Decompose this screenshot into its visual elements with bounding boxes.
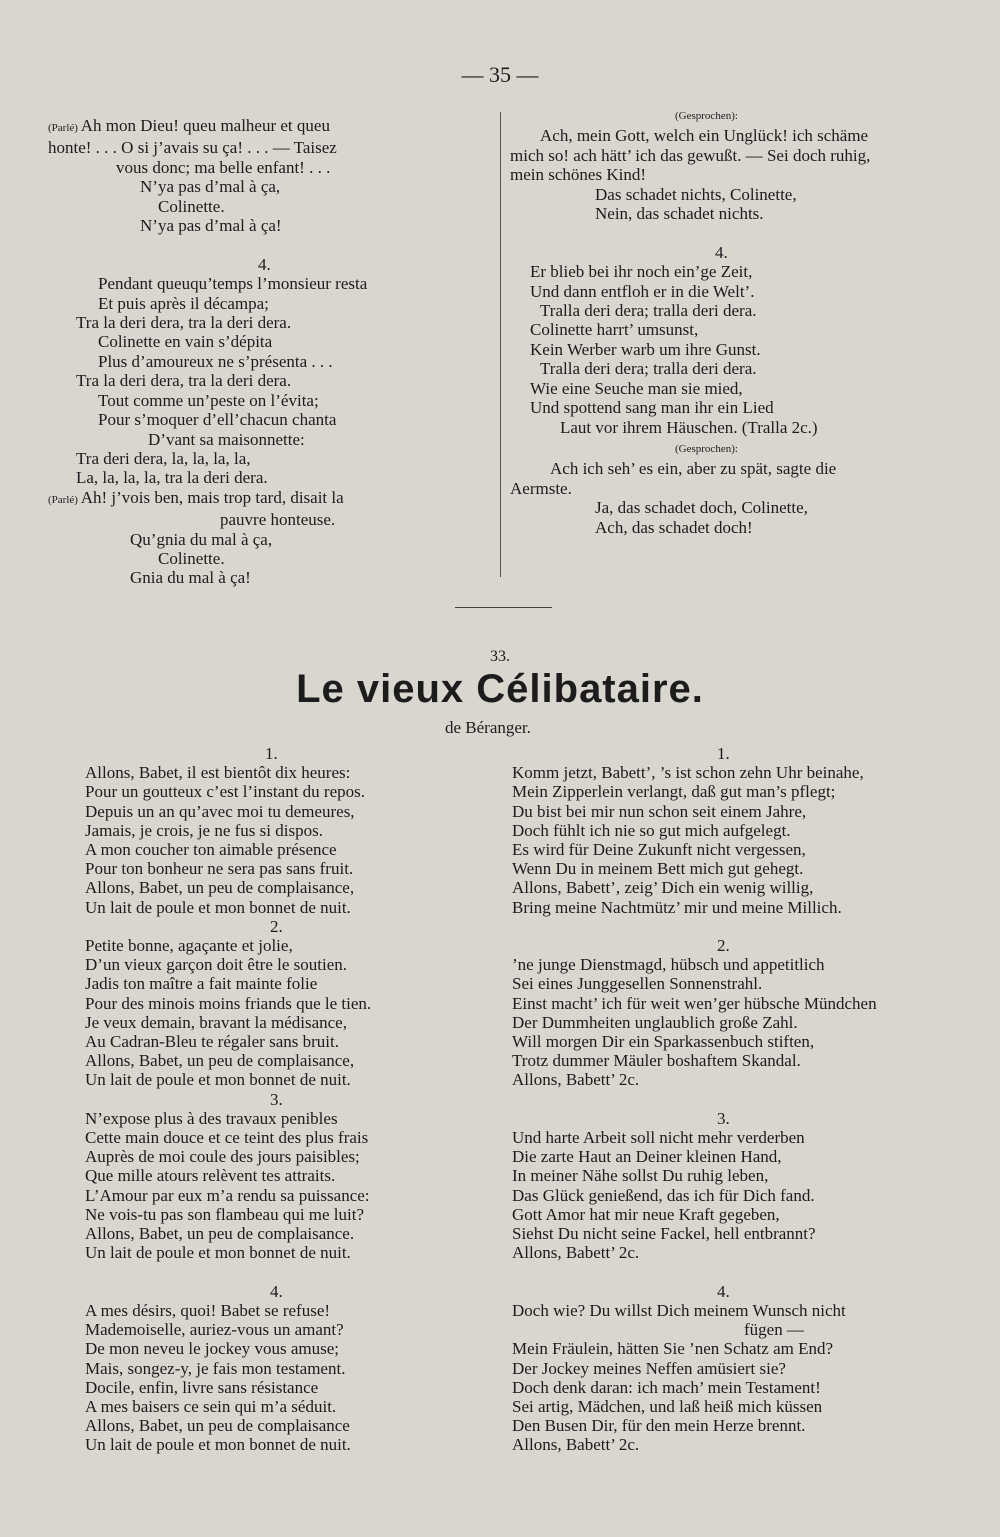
verse-text: Un lait de poule et mon bonnet de nuit. — [85, 897, 351, 917]
verse-line — [512, 802, 982, 821]
verse-line — [512, 1070, 982, 1089]
verse-line — [512, 974, 982, 993]
verse-line — [48, 313, 488, 332]
verse-line — [85, 936, 485, 955]
verse-text: Jamais, je crois, je ne fus si dispos. — [85, 820, 323, 840]
verse-text: Es wird für Deine Zukunft nicht vergessen, — [512, 840, 806, 860]
verse-line — [48, 391, 488, 410]
verse-line — [85, 1070, 485, 1089]
verse-line — [512, 1128, 982, 1147]
french-verse-top — [48, 116, 488, 588]
verse-line — [512, 955, 982, 974]
verse-text: Wenn Du in meinem Bett mich gut gehegt. — [512, 859, 804, 879]
verse-text: In meiner Nähe sollst Du ruhig leben, — [512, 1166, 769, 1186]
verse-text: Cette main douce et ce teint des plus frais — [85, 1128, 369, 1148]
verse-line — [85, 782, 485, 801]
verse-line — [48, 274, 488, 293]
verse-line — [512, 1013, 982, 1032]
verse-line — [512, 878, 982, 897]
verse-line — [510, 418, 950, 437]
verse-line — [85, 955, 485, 974]
verse-line — [510, 437, 950, 459]
verse-text: pauvre honteuse. — [220, 510, 336, 530]
verse-line — [512, 763, 982, 782]
verse-line — [48, 430, 488, 449]
verse-text: Un lait de poule et mon bonnet de nuit. — [85, 1243, 351, 1263]
verse-line — [512, 1378, 982, 1397]
verse-text: N’expose plus à des travaux penibles — [85, 1108, 338, 1128]
verse-text: Allons, Babett’ 2c. — [512, 1243, 640, 1263]
song-title: Le vieux Célibataire. — [296, 667, 704, 711]
verse-text: Sei eines Junggesellen Sonnenstrahl. — [512, 974, 763, 994]
verse-text: Mademoiselle, auriez-vous un amant? — [85, 1320, 344, 1340]
column-divider — [500, 112, 501, 577]
verse-text: Aermste. — [510, 478, 572, 498]
verse-line — [85, 1186, 485, 1205]
verse-text: Kein Werber warb um ihre Gunst. — [530, 339, 761, 359]
verse-line — [85, 840, 485, 859]
verse-line — [510, 340, 950, 359]
verse-line — [510, 518, 950, 537]
verse-text: Ne vois-tu pas son flambeau qui me luit? — [85, 1204, 365, 1224]
verse-line — [512, 1301, 982, 1320]
verse-line — [48, 468, 488, 487]
verse-text: 4. — [715, 242, 728, 262]
verse-text: Er blieb bei ihr noch ein’ge Zeit, — [530, 262, 753, 282]
verse-text: Tout comme un’peste on l’évita; — [98, 390, 319, 410]
verse-line — [85, 1378, 485, 1397]
verse-line — [512, 1109, 982, 1128]
verse-text: Tra deri dera, la, la, la, la, — [76, 448, 251, 468]
verse-text: Gnia du mal à ça! — [130, 568, 251, 588]
verse-line — [85, 1147, 485, 1166]
verse-text: Pour un goutteux c’est l’instant du repos. — [85, 782, 365, 802]
verse-text: A mon coucher ton aimable présence — [85, 840, 337, 860]
verse-line — [510, 185, 950, 204]
verse-text: Und spottend sang man ihr ein Lied — [530, 398, 774, 418]
verse-text: Der Jockey meines Neffen amüsiert sie? — [512, 1358, 786, 1378]
verse-text: Den Busen Dir, für den mein Herze brennt. — [512, 1416, 806, 1436]
verse-text: Allons, Babet, un peu de complaisance, — [85, 878, 355, 898]
verse-line — [85, 917, 485, 936]
verse-text: Du bist bei mir nun schon seit einem Jahre, — [512, 801, 807, 821]
verse-line — [510, 498, 950, 517]
verse-text: Colinette harrt’ umsunst, — [530, 320, 699, 340]
verse-line — [48, 352, 488, 371]
verse-line — [510, 320, 950, 339]
verse-line — [510, 459, 950, 478]
verse-line — [510, 243, 950, 262]
verse-line — [510, 223, 950, 242]
verse-text: Und dann entfloh er in die Welt’. — [530, 281, 755, 301]
verse-line — [48, 530, 488, 549]
verse-text: N’ya pas d’mal à ça! — [140, 216, 282, 236]
verse-line — [85, 1051, 485, 1070]
verse-line — [510, 204, 950, 223]
verse-line — [512, 1397, 982, 1416]
verse-text: Ach, das schadet doch! — [595, 517, 753, 537]
verse-line — [512, 994, 982, 1013]
verse-line — [85, 878, 485, 897]
verse-line — [510, 104, 950, 126]
verse-line — [85, 744, 485, 763]
verse-text: Plus d’amoureux ne s’présenta . . . — [98, 351, 333, 371]
verse-text: 1. — [717, 744, 730, 763]
verse-line — [510, 126, 950, 145]
verse-text: Nein, das schadet nichts. — [595, 204, 764, 224]
verse-text: Ja, das schadet doch, Colinette, — [595, 498, 808, 518]
verse-line — [510, 359, 950, 378]
section-divider — [455, 607, 552, 608]
verse-line — [85, 1339, 485, 1358]
spoken-marker: (Gesprochen): — [675, 110, 738, 122]
verse-text: 2. — [270, 916, 283, 936]
verse-text: Tralla deri dera; tralla deri dera. — [540, 301, 757, 321]
verse-text: Die zarte Haut an Deiner kleinen Hand, — [512, 1147, 782, 1167]
verse-line — [85, 1013, 485, 1032]
german-verse-top — [510, 104, 950, 537]
verse-line — [85, 898, 485, 917]
verse-text: Doch fühlt ich nie so gut mich aufgelegt. — [512, 820, 791, 840]
verse-line — [512, 1224, 982, 1243]
verse-line — [512, 1339, 982, 1358]
verse-line — [48, 510, 488, 529]
verse-text: vous donc; ma belle enfant! . . . — [116, 157, 331, 177]
verse-text: Doch denk daran: ich mach’ mein Testament! — [512, 1377, 821, 1397]
verse-line — [512, 1262, 982, 1281]
verse-line — [512, 1282, 982, 1301]
verse-text: Que mille atours relèvent tes attraits. — [85, 1166, 336, 1186]
verse-line — [510, 146, 950, 165]
verse-text: Allons, Babett’ 2c. — [512, 1070, 640, 1090]
verse-line — [85, 1282, 485, 1301]
verse-text: Colinette. — [158, 548, 225, 568]
verse-text: Mein Zipperlein verlangt, daß gut man’s pflegt; — [512, 782, 836, 802]
verse-line — [85, 1397, 485, 1416]
verse-line — [48, 197, 488, 216]
spoken-marker: (Parlé) — [48, 493, 81, 506]
verse-line — [510, 301, 950, 320]
verse-text: A mes désirs, quoi! Babet se refuse! — [85, 1300, 331, 1320]
verse-line — [85, 1109, 485, 1128]
verse-text: Allons, Babet, un peu de complaisance — [85, 1416, 350, 1436]
verse-text: Mais, songez-y, je fais mon testament. — [85, 1358, 346, 1378]
verse-line — [512, 917, 982, 936]
verse-text: honte! . . . O si j’avais su ça! . . . — Taisez — [48, 138, 337, 158]
verse-line — [512, 1359, 982, 1378]
verse-line — [48, 449, 488, 468]
verse-line — [48, 410, 488, 429]
verse-text: Doch wie? Du willst Dich meinem Wunsch nicht — [512, 1300, 846, 1320]
verse-text: Ah mon Dieu! queu malheur et queu — [80, 116, 330, 135]
verse-text: L’Amour par eux m’a rendu sa puissance: — [85, 1185, 370, 1205]
verse-line — [512, 1032, 982, 1051]
verse-line — [512, 1186, 982, 1205]
verse-text: Einst macht’ ich für weit wen’ger hübsche Mündchen — [512, 993, 877, 1013]
verse-text: mein schönes Kind! — [510, 165, 646, 185]
verse-line — [512, 782, 982, 801]
verse-text: De mon neveu le jockey vous amuse; — [85, 1339, 339, 1359]
verse-line — [48, 116, 488, 138]
verse-line — [512, 1051, 982, 1070]
verse-line — [85, 821, 485, 840]
verse-line — [48, 158, 488, 177]
verse-line — [85, 1090, 485, 1109]
verse-text: Pour ton bonheur ne sera pas sans fruit. — [85, 859, 354, 879]
verse-line — [85, 1205, 485, 1224]
verse-line — [85, 1243, 485, 1262]
verse-text: 4. — [717, 1281, 730, 1301]
verse-text: Mein Fräulein, hätten Sie ’nen Schatz am End? — [512, 1339, 834, 1359]
verse-text: 4. — [270, 1281, 283, 1301]
verse-line — [85, 802, 485, 821]
verse-text: Bring meine Nachtmütz’ mir und meine Millich. — [512, 897, 842, 917]
verse-line — [85, 763, 485, 782]
page-number: — 35 — — [461, 62, 539, 87]
verse-text: 1. — [265, 744, 278, 763]
verse-text: Trotz dummer Mäuler boshaftem Skandal. — [512, 1051, 801, 1071]
verse-line — [85, 1320, 485, 1339]
verse-text: mich so! ach hätt’ ich das gewußt. — Sei doch ruhig, — [510, 145, 871, 165]
verse-text: ’ne junge Dienstmagd, hübsch und appetitlich — [512, 955, 825, 975]
verse-line — [512, 1416, 982, 1435]
verse-text: Das Glück genießend, das ich für Dich fand. — [512, 1185, 815, 1205]
verse-line — [512, 859, 982, 878]
verse-text: 3. — [717, 1108, 730, 1128]
song-number: 33. — [490, 648, 510, 665]
verse-line — [48, 216, 488, 235]
verse-line — [512, 840, 982, 859]
verse-text: Un lait de poule et mon bonnet de nuit. — [85, 1070, 351, 1090]
verse-line — [512, 1205, 982, 1224]
verse-text: Gott Amor hat mir neue Kraft gegeben, — [512, 1204, 780, 1224]
verse-line — [510, 282, 950, 301]
verse-line — [85, 859, 485, 878]
german-verse-bottom — [512, 744, 982, 1455]
verse-text: N’ya pas d’mal à ça, — [140, 177, 281, 197]
verse-line — [85, 1262, 485, 1281]
verse-line — [85, 1166, 485, 1185]
verse-text: Pour s’moquer d’ell’chacun chanta — [98, 410, 337, 430]
verse-text: Au Cadran-Bleu te régaler sans bruit. — [85, 1032, 339, 1052]
verse-line — [85, 1435, 485, 1454]
verse-text: Pour des minois moins friands que le tien. — [85, 993, 372, 1013]
verse-line — [510, 379, 950, 398]
verse-text: Der Dummheiten unglaublich große Zahl. — [512, 1012, 798, 1032]
verse-text: Komm jetzt, Babett’, ’s ist schon zehn Uhr beinahe, — [512, 763, 864, 783]
verse-line — [512, 1090, 982, 1109]
spoken-marker: (Gesprochen): — [675, 442, 738, 455]
verse-line — [510, 165, 950, 184]
verse-line — [512, 898, 982, 917]
verse-text: Allons, Babett’, zeig’ Dich ein wenig willig, — [512, 878, 814, 898]
verse-text: Colinette en vain s’dépita — [98, 332, 273, 352]
verse-text: fügen — — [744, 1320, 804, 1340]
verse-text: Depuis un an qu’avec moi tu demeures, — [85, 801, 355, 821]
verse-line — [85, 1032, 485, 1051]
verse-text: Un lait de poule et mon bonnet de nuit. — [85, 1435, 351, 1455]
verse-text: Laut vor ihrem Häuschen. (Tralla 2c.) — [560, 417, 818, 437]
verse-line — [510, 479, 950, 498]
verse-text: Petite bonne, agaçante et jolie, — [85, 936, 293, 956]
verse-line — [48, 138, 488, 157]
verse-line — [512, 1320, 982, 1339]
verse-line — [512, 936, 982, 955]
verse-text: Sei artig, Mädchen, und laß heiß mich küssen — [512, 1396, 823, 1416]
verse-line — [48, 255, 488, 274]
verse-line — [85, 1224, 485, 1243]
verse-line — [48, 488, 488, 510]
verse-line — [512, 1435, 982, 1454]
verse-line — [48, 371, 488, 390]
verse-line — [48, 568, 488, 587]
verse-text: Je veux demain, bravant la médisance, — [85, 1012, 347, 1032]
verse-line — [85, 994, 485, 1013]
verse-text: Colinette. — [158, 196, 225, 216]
verse-line — [85, 1416, 485, 1435]
verse-text: Docile, enfin, livre sans résistance — [85, 1377, 319, 1397]
verse-line — [512, 821, 982, 840]
verse-text: A mes baisers ce sein qui m’a séduit. — [85, 1396, 337, 1416]
verse-line — [48, 177, 488, 196]
verse-text: Will morgen Dir ein Sparkassenbuch stiften, — [512, 1032, 815, 1052]
verse-line — [48, 294, 488, 313]
verse-line — [510, 398, 950, 417]
verse-text: Allons, Babet, un peu de complaisance, — [85, 1051, 355, 1071]
verse-line — [510, 262, 950, 281]
verse-text: La, la, la, la, tra la deri dera. — [76, 468, 268, 488]
verse-line — [85, 974, 485, 993]
verse-text: Ah! j’vois ben, mais trop tard, disait la — [80, 487, 344, 507]
verse-text: 2. — [717, 936, 730, 956]
verse-line — [85, 1359, 485, 1378]
verse-text: Tra la deri dera, tra la deri dera. — [76, 313, 292, 333]
verse-line — [512, 1243, 982, 1262]
verse-text: Allons, Babet, un peu de complaisance. — [85, 1224, 355, 1244]
verse-text: Pendant queuqu’temps l’monsieur resta — [98, 274, 368, 294]
verse-text: Allons, Babet, il est bientôt dix heures: — [85, 763, 351, 783]
verse-text: Und harte Arbeit soll nicht mehr verderben — [512, 1128, 805, 1148]
verse-text: Ach, mein Gott, welch ein Unglück! ich schäme — [540, 126, 869, 146]
verse-text: Ach ich seh’ es ein, aber zu spät, sagte die — [550, 459, 837, 479]
verse-text: D’vant sa maisonnette: — [148, 429, 305, 449]
verse-text: Jadis ton maître a fait mainte folie — [85, 974, 318, 994]
song-author: de Béranger. — [445, 718, 531, 737]
french-verse-bottom — [85, 744, 485, 1455]
verse-line — [512, 1147, 982, 1166]
verse-line — [85, 1301, 485, 1320]
verse-line — [512, 744, 982, 763]
verse-text: Qu’gnia du mal à ça, — [130, 529, 273, 549]
verse-text: Allons, Babett’ 2c. — [512, 1435, 640, 1455]
verse-line — [48, 235, 488, 254]
verse-line — [48, 332, 488, 351]
verse-text: Auprès de moi coule des jours paisibles; — [85, 1147, 360, 1167]
verse-line — [48, 549, 488, 568]
verse-text: 3. — [270, 1089, 283, 1109]
verse-line — [85, 1128, 485, 1147]
verse-text: 4. — [258, 254, 271, 274]
spoken-marker: (Parlé) — [48, 122, 81, 134]
verse-text: Tra la deri dera, tra la deri dera. — [76, 371, 292, 391]
verse-text: Et puis après il décampa; — [98, 293, 269, 313]
verse-text: Tralla deri dera; tralla deri dera. — [540, 359, 757, 379]
verse-line — [512, 1166, 982, 1185]
verse-text: Wie eine Seuche man sie mied, — [530, 378, 743, 398]
verse-text: Das schadet nichts, Colinette, — [595, 184, 797, 204]
verse-text: D’un vieux garçon doit être le soutien. — [85, 955, 348, 975]
verse-text: Siehst Du nicht seine Fackel, hell entbrannt? — [512, 1224, 816, 1244]
